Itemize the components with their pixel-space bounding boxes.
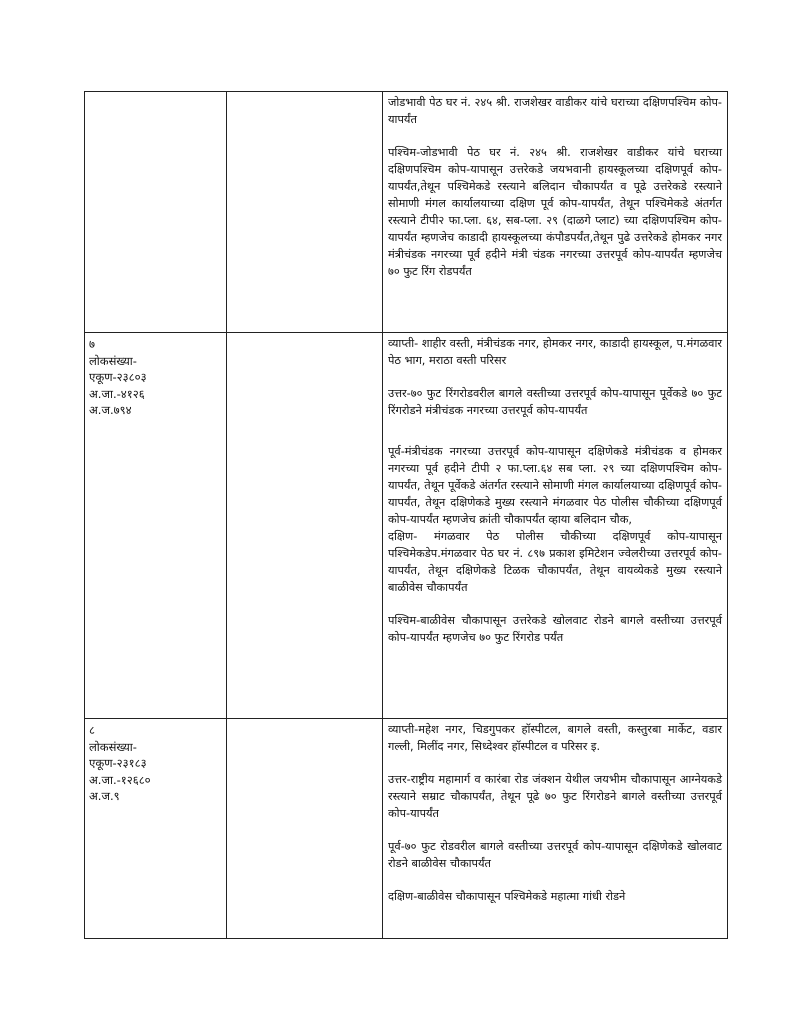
population-sc: अ.जा.-४१२६ <box>89 386 145 401</box>
population-label: लोकसंख्या- <box>89 739 137 754</box>
boundary-paragraph: व्याप्ती- शाहीर वस्ती, मंत्रीचंडक नगर, होमकर नगर, काडादी हायस्कूल, प.मंगळवार पेठ भाग, मराठा वस्ती परिसर <box>388 337 722 367</box>
empty-cell <box>227 333 383 719</box>
boundary-paragraph: पश्चिम-जोडभावी पेठ घर नं. २४५ श्री. राजशेखर वाडीकर यांचे घराच्या दक्षिणपश्चिम कोप-यापासून उत्तरेकडे जयभवानी हायस्कूलच्या दक्षिणपूर्व कोप-यापर्यंत,तेथून पश्चिमेकडे रस्त्याने बलिदान चौकापर्यंत व पूढे उत्तरेकडे रस्त्याने सोमाणी मंगल कार्यालयाच्या दक्षिण पूर्व कोप-यापर्यंत, तेथून पश्चिमेकडे अंतर्गत रस्त्याने टीपी२ फा.प्ला. ६४, सब-प्ला. २९ (दाळगे प्लाट) च्या दक्षिणपश्चिम कोप-यापर्यंत म्हणजेच काडादी हायस्कूलच्या कंपौडपर्यंत,तेथून पुढे उत्तरेकडे होमकर नगर मंत्रीचंडक नगरच्या पूर्व हदीने मंत्री चंडक नगरच्या उत्तरपूर्व कोप-यापर्यंत म्हणजेच ७० फुट रिंग रोडपर्यंत <box>388 146 722 278</box>
boundary-paragraph: जोडभावी पेठ घर नं. २४५ श्री. राजशेखर वाडीकर यांचे घराच्या दक्षिणपश्चिम कोप-यापर्यंत <box>388 96 722 126</box>
boundary-paragraph: उत्तर-७० फुट रिंगरोडवरील बागले वस्तीच्या उत्तरपूर्व कोप-यापासून पूर्वेकडे ७० फुट रिंगरोडने मंत्रीचंडक नगरच्या उत्तरपूर्व कोप-यापर्यंत <box>388 387 722 417</box>
table-row <box>85 719 728 939</box>
boundary-paragraph: पूर्व-७० फुट रोडवरील बागले वस्तीच्या उत्तरपूर्व कोप-यापासून दक्षिणेकडे खोलवाट रोडने बाळीवेस चौकापर्यंत <box>388 840 722 870</box>
ward-boundary-table <box>84 91 728 939</box>
empty-cell <box>227 92 383 333</box>
population-st: अ.ज.७९४ <box>89 403 132 417</box>
boundary-paragraph: व्याप्ती-महेश नगर, चिडगुपकर हॉस्पीटल, बागले वस्ती, कस्तुरबा मार्केट, वडार गल्ली, मिलींद नगर, सिध्देश्वर हॉस्पीटल व परिसर इ. <box>388 723 722 753</box>
ward-number: ७ <box>89 337 95 351</box>
boundary-paragraph: उत्तर-राष्ट्रीय महामार्ग व कारंबा रोड जंक्शन येथील जयभीम चौकापासून आग्नेयकडे रस्त्याने सम्राट चौकापर्यंत, तेथून पूढे ७० फुट रिंगरोडने बागले वस्तीच्या उत्तरपूर्व कोप-यापर्यंत <box>388 773 722 820</box>
table-row <box>85 333 728 719</box>
population-sc: अ.जा.-१२६८० <box>89 772 151 787</box>
boundary-description-cell <box>383 92 728 333</box>
boundary-paragraph: पश्चिम-बाळीवेस चौकापासून उत्तरेकडे खोलवाट रोडने बागले वस्तीच्या उत्तरपूर्व कोप-यापर्यंत म्हणजेच ७० फुट रिंगरोड पर्यंत <box>388 614 722 644</box>
boundary-paragraph: पूर्व-मंत्रीचंडक नगरच्या उत्तरपूर्व कोप-यापासून दक्षिणेकडे मंत्रीचंडक व होमकर नगरच्या पूर्व हदीने टीपी २ फा.प्ला.६४ सब प्ला. २९ च्या दक्षिणपश्चिम कोप-यापर्यंत, तेथून पूर्वेकडे अंतर्गत रस्त्याने सोमाणी मंगल कार्यालयाच्या दक्षिणपूर्व कोप-यापर्यंत, तेथून दक्षिणेकडे मुख्य रस्त्याने मंगळवार पेठ पोलीस चौकीच्या दक्षिणपूर्व कोप-यापर्यंत म्हणजेच क्रांती चौकापर्यंत व्हाया बलिदान चौक, <box>388 445 722 526</box>
boundary-paragraph: दक्षिण-बाळीवेस चौकापासून पश्चिमेकडे महात्मा गांधी रोडने <box>388 890 626 903</box>
ward-info-cell <box>85 92 227 333</box>
population-label: लोकसंख्या- <box>89 353 137 368</box>
boundary-paragraph: दक्षिण- मंगळवार पेठ पोलीस चौकीच्या दक्षिणपूर्व कोप-यापासून पश्चिमेकडेप.मंगळवार पेठ घर नं. ८९७ प्रकाश इमिटेशन ज्वेलरीच्या उत्तरपूर्व कोप-यापर्यंत, तेथून दक्षिणेकडे टिळक चौकापर्यंत, तेथून वायव्येकडे मुख्य रस्त्याने बाळीवेस चौकापर्यंत <box>388 530 722 594</box>
population-total: एकूण-२३८०३ <box>89 370 147 384</box>
ward-number: ८ <box>89 723 95 737</box>
population-total: एकूण-२३१८३ <box>89 756 147 770</box>
boundary-description-cell <box>383 719 728 939</box>
ward-info-cell <box>85 719 227 939</box>
table-row <box>85 92 728 333</box>
boundary-description-cell <box>383 333 728 719</box>
empty-cell <box>227 719 383 939</box>
ward-info-cell <box>85 333 227 719</box>
population-st: अ.ज.९ <box>89 789 120 803</box>
